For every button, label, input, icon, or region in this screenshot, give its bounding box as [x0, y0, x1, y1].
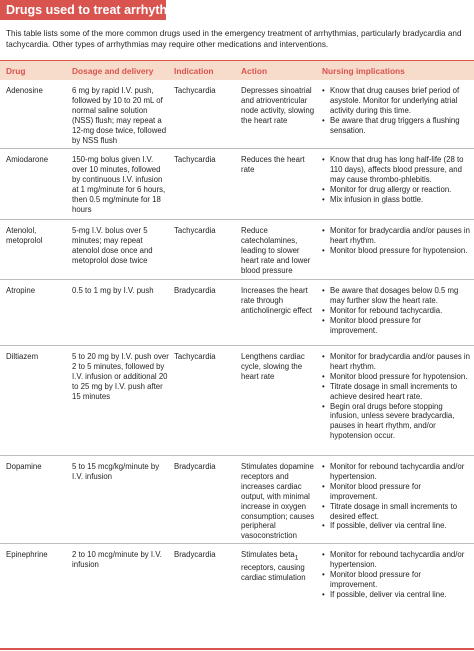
nursing-item: • Monitor for rebound tachycardia and/or hypertension.	[322, 462, 470, 482]
table-row	[0, 456, 474, 544]
nursing-item: • If possible, deliver via central line.	[322, 590, 470, 600]
action-text: Stimulates beta	[241, 550, 295, 559]
bottom-rule	[0, 648, 474, 650]
nursing-cell	[322, 226, 470, 256]
table-row	[0, 346, 474, 456]
header-nursing: Nursing implications	[322, 66, 405, 76]
header-action: Action	[241, 66, 268, 76]
table-row	[0, 544, 474, 610]
action-cell: Depresses sinoatrial and atrioventricular node activity, slowing the heart rate	[241, 86, 315, 125]
nursing-item: • Monitor blood pressure for improvement.	[322, 482, 470, 502]
nursing-cell	[322, 352, 470, 441]
nursing-item: • Monitor blood pressure for improvement.	[322, 316, 470, 336]
intro-text: This table lists some of the more common drugs used in the emergency treatment of arrhythmias, particularly bradycardia and tachycardia. Other types of arrhythmias may require other medications and interventions.	[6, 29, 462, 49]
table-header	[0, 60, 474, 80]
nursing-item: • Monitor blood pressure for hypotension.	[322, 246, 470, 256]
header-drug: Drug	[6, 66, 26, 76]
action-cell: Lengthens cardiac cycle, slowing the heart rate	[241, 352, 305, 381]
nursing-item: • Monitor for rebound tachycardia.	[322, 306, 470, 316]
dosage-cell: 0.5 to 1 mg by I.V. push	[72, 286, 154, 295]
header-dosage: Dosage and delivery	[72, 66, 154, 76]
dosage-cell: 6 mg by rapid I.V. push, followed by 10 to 20 mL of normal saline solution (NSS) flush; may repeat a 12-mg dose twice, followed by NSS flush	[72, 86, 167, 145]
nursing-cell	[322, 286, 470, 336]
dosage-cell: 150-mg bolus given I.V. over 10 minutes, followed by continuous I.V. infusion at 1 mg/minute for 6 hours, then 0.5 mg/minute for 18 hours	[72, 155, 166, 214]
nursing-cell	[322, 86, 470, 136]
table-row	[0, 80, 474, 149]
dosage-cell: 5-mg I.V. bolus over 5 minutes; may repeat atenolol dose once and metoprolol dose twice	[72, 226, 153, 265]
nursing-cell	[322, 155, 470, 205]
indication-cell: Bradycardia	[174, 286, 216, 295]
dosage-cell: 5 to 15 mcg/kg/minute by I.V. infusion	[72, 462, 160, 481]
nursing-item: • Be aware that dosages below 0.5 mg may further slow the heart rate.	[322, 286, 470, 306]
nursing-item: • Monitor for rebound tachycardia and/or hypertension.	[322, 550, 470, 570]
nursing-item: • Begin oral drugs before stopping infusion, unless severe bradycardia, pauses in heart rhythm, and/or hypotension occur.	[322, 402, 470, 442]
table-row	[0, 220, 474, 280]
nursing-item: • Monitor for bradycardia and/or pauses in heart rhythm.	[322, 226, 470, 246]
action-cell: Increases the heart rate through anticholinergic effect	[241, 286, 312, 315]
page-title: Drugs used to treat arrhythmias	[0, 0, 166, 20]
drug-name: Atropine	[6, 286, 36, 295]
drug-name: Atenolol, metoprolol	[6, 226, 43, 245]
header-indication: Indication	[174, 66, 214, 76]
nursing-item: • Monitor for bradycardia and/or pauses in heart rhythm.	[322, 352, 470, 372]
action-cell: Stimulates dopamine receptors and increases cardiac output, with minimal increase in oxygen consumption; causes peripheral vasoconstriction	[241, 462, 315, 541]
nursing-item: • Be aware that drug triggers a flushing sensation.	[322, 116, 470, 136]
nursing-item: • Know that drug causes brief period of asystole. Monitor for underlying atrial activity during this time.	[322, 86, 470, 116]
indication-cell: Bradycardia	[174, 550, 216, 559]
action-cell: Reduce catecholamines, leading to slower heart rate and lower blood pressure	[241, 226, 311, 275]
nursing-item: • If possible, deliver via central line.	[322, 521, 470, 531]
nursing-item: • Monitor for drug allergy or reaction.	[322, 185, 470, 195]
dosage-cell: 2 to 10 mcg/minute by I.V. infusion	[72, 550, 162, 569]
nursing-item: • Titrate dosage in small increments to desired effect.	[322, 502, 470, 522]
drug-name: Epinephrine	[6, 550, 48, 559]
table-row	[0, 280, 474, 346]
dosage-cell: 5 to 20 mg by I.V. push over 2 to 5 minutes, followed by I.V. infusion or additional 20 to 25 mg by I.V. push after 15 minutes	[72, 352, 169, 401]
indication-cell: Bradycardia	[174, 462, 216, 471]
indication-cell: Tachycardia	[174, 226, 216, 235]
nursing-cell	[322, 550, 470, 600]
action-cell	[241, 550, 319, 583]
action-text: receptors, causing cardiac stimulation	[241, 563, 306, 583]
nursing-item: • Monitor blood pressure for hypotension.	[322, 372, 470, 382]
table-row	[0, 149, 474, 220]
drug-name: Dopamine	[6, 462, 42, 471]
indication-cell: Tachycardia	[174, 352, 216, 361]
action-subscript: 1	[294, 554, 299, 562]
action-cell: Reduces the heart rate	[241, 155, 305, 174]
nursing-item: • Monitor blood pressure for improvement.	[322, 570, 470, 590]
nursing-item: • Know that drug has long half-life (28 to 110 days), affects blood pressure, and may cause thrombo-phlebitis.	[322, 155, 470, 185]
indication-cell: Tachycardia	[174, 86, 216, 95]
drug-table	[0, 60, 474, 610]
nursing-item: • Mix infusion in glass bottle.	[322, 195, 470, 205]
nursing-item: • Titrate dosage in small increments to achieve desired heart rate.	[322, 382, 470, 402]
drug-name: Diltiazem	[6, 352, 39, 361]
drug-name: Amiodarone	[6, 155, 49, 164]
drug-name: Adenosine	[6, 86, 43, 95]
nursing-cell	[322, 462, 470, 531]
indication-cell: Tachycardia	[174, 155, 216, 164]
